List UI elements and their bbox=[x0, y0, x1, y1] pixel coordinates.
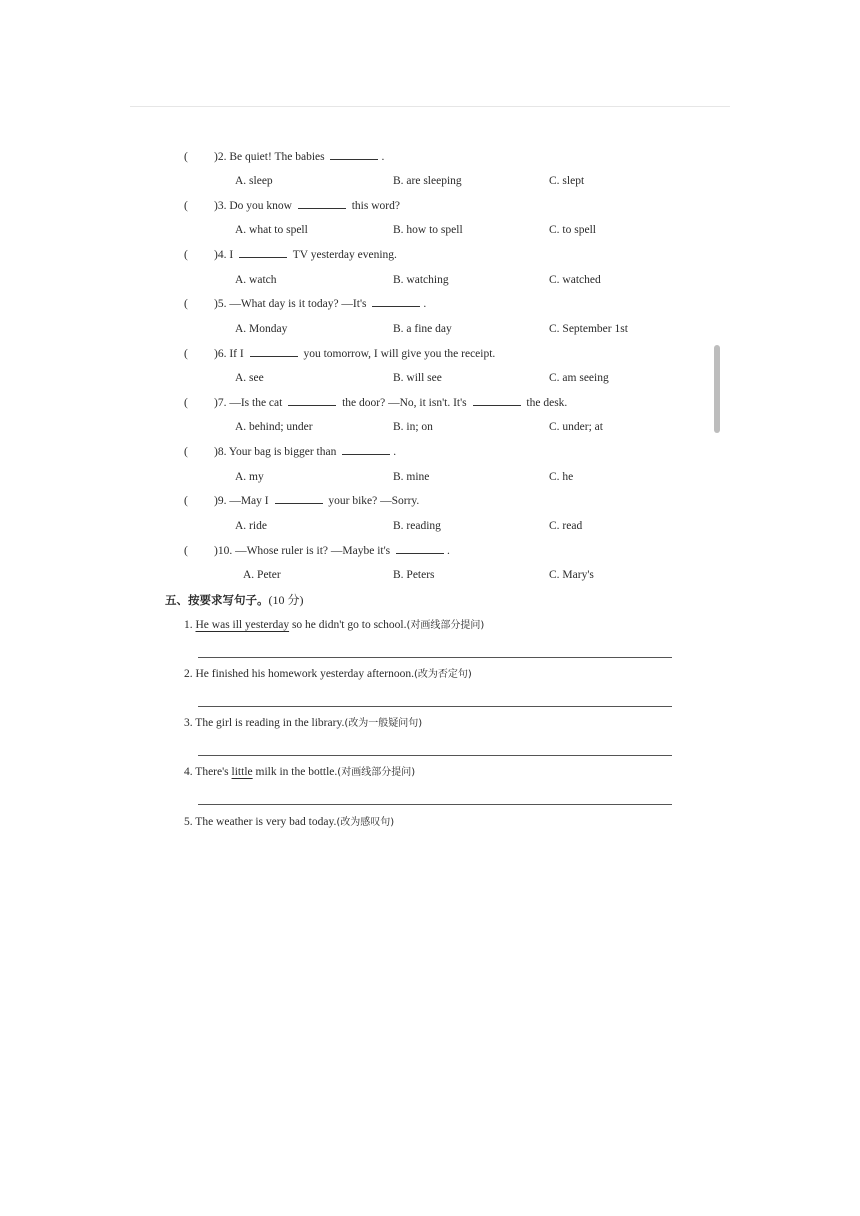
option-a: A. my bbox=[235, 471, 264, 483]
answer-paren: ( bbox=[184, 200, 188, 212]
option-c: C. under; at bbox=[549, 421, 603, 433]
option-b: B. mine bbox=[393, 471, 430, 483]
question-10 bbox=[0, 541, 860, 561]
question-text: )7. —Is the cat the door? —No, it isn't. It's the desk. bbox=[214, 393, 567, 413]
section-score: (10 分) bbox=[268, 593, 304, 607]
option-c: C. September 1st bbox=[549, 323, 628, 335]
option-b: B. are sleeping bbox=[393, 175, 462, 187]
option-c: C. read bbox=[549, 520, 583, 532]
instruction-note: (改为否定句) bbox=[413, 669, 472, 680]
answer-paren: ( bbox=[184, 495, 188, 507]
question-text: )10. —Whose ruler is it? —Maybe it's . bbox=[214, 541, 450, 561]
question-3 bbox=[0, 196, 860, 216]
question-5 bbox=[0, 294, 860, 314]
option-b: B. Peters bbox=[393, 569, 435, 581]
answer-paren: ( bbox=[184, 545, 188, 557]
section-title: 五、按要求写句子。 bbox=[165, 593, 269, 607]
question-9 bbox=[0, 491, 860, 511]
instruction-note: (对画线部分提问) bbox=[337, 767, 416, 778]
rewrite-item-4: 4. There's little milk in the bottle.(对画线部分提问) bbox=[184, 766, 416, 778]
answer-blank bbox=[239, 245, 287, 258]
underlined-phrase: little bbox=[231, 766, 253, 778]
answer-paren: ( bbox=[184, 348, 188, 360]
rewrite-item-5: 5. The weather is very bad today.(改为感叹句) bbox=[184, 816, 395, 828]
option-c: C. Mary's bbox=[549, 569, 594, 581]
question-text: )6. If I you tomorrow, I will give you the receipt. bbox=[214, 344, 495, 364]
option-c: C. to spell bbox=[549, 224, 596, 236]
option-a: A. sleep bbox=[235, 175, 273, 187]
question-text: )5. —What day is it today? —It's . bbox=[214, 294, 426, 314]
rewrite-item-1: 1. He was ill yesterday so he didn't go to school.(对画线部分提问) bbox=[184, 619, 485, 631]
answer-line[interactable] bbox=[198, 804, 672, 805]
question-8 bbox=[0, 442, 860, 462]
question-text: )4. I TV yesterday evening. bbox=[214, 245, 397, 265]
answer-blank bbox=[288, 393, 336, 406]
option-c: C. he bbox=[549, 471, 574, 483]
option-b: B. in; on bbox=[393, 421, 433, 433]
answer-blank bbox=[275, 491, 323, 504]
question-text: )2. Be quiet! The babies . bbox=[214, 147, 384, 167]
answer-blank bbox=[372, 294, 420, 307]
underlined-phrase: He was ill yesterday bbox=[195, 619, 290, 631]
option-a: A. what to spell bbox=[235, 224, 308, 236]
instruction-note: (改为一般疑问句) bbox=[344, 718, 423, 729]
rewrite-item-3: 3. The girl is reading in the library.(改为一般疑问句) bbox=[184, 717, 423, 729]
answer-blank bbox=[396, 541, 444, 554]
answer-blank bbox=[298, 196, 346, 209]
section-5-heading bbox=[165, 590, 304, 610]
option-c: C. watched bbox=[549, 274, 601, 286]
option-b: B. a fine day bbox=[393, 323, 452, 335]
rewrite-item-2: 2. He finished his homework yesterday afternoon.(改为否定句) bbox=[184, 668, 472, 680]
option-c: C. am seeing bbox=[549, 372, 609, 384]
instruction-note: (改为感叹句) bbox=[336, 817, 395, 828]
option-a: A. see bbox=[235, 372, 264, 384]
answer-line[interactable] bbox=[198, 755, 672, 756]
answer-paren: ( bbox=[184, 298, 188, 310]
answer-line[interactable] bbox=[198, 657, 672, 658]
answer-blank bbox=[330, 147, 378, 160]
option-b: B. watching bbox=[393, 274, 449, 286]
question-4 bbox=[0, 245, 860, 265]
answer-line[interactable] bbox=[198, 706, 672, 707]
question-7 bbox=[0, 393, 860, 413]
question-6 bbox=[0, 344, 860, 364]
answer-blank bbox=[473, 393, 521, 406]
option-b: B. will see bbox=[393, 372, 442, 384]
option-a: A. Peter bbox=[243, 569, 281, 581]
option-a: A. ride bbox=[235, 520, 267, 532]
option-a: A. watch bbox=[235, 274, 277, 286]
option-a: A. behind; under bbox=[235, 421, 313, 433]
answer-paren: ( bbox=[184, 397, 188, 409]
answer-blank bbox=[342, 442, 390, 455]
option-b: B. how to spell bbox=[393, 224, 463, 236]
question-text: )8. Your bag is bigger than . bbox=[214, 442, 396, 462]
answer-paren: ( bbox=[184, 151, 188, 163]
answer-blank bbox=[250, 344, 298, 357]
option-c: C. slept bbox=[549, 175, 585, 187]
answer-paren: ( bbox=[184, 446, 188, 458]
option-a: A. Monday bbox=[235, 323, 288, 335]
option-b: B. reading bbox=[393, 520, 441, 532]
instruction-note: (对画线部分提问) bbox=[406, 620, 485, 631]
page-top-rule bbox=[130, 106, 730, 107]
question-text: )9. —May I your bike? —Sorry. bbox=[214, 491, 419, 511]
answer-paren: ( bbox=[184, 249, 188, 261]
question-text: )3. Do you know this word? bbox=[214, 196, 400, 216]
question-2 bbox=[0, 147, 860, 167]
